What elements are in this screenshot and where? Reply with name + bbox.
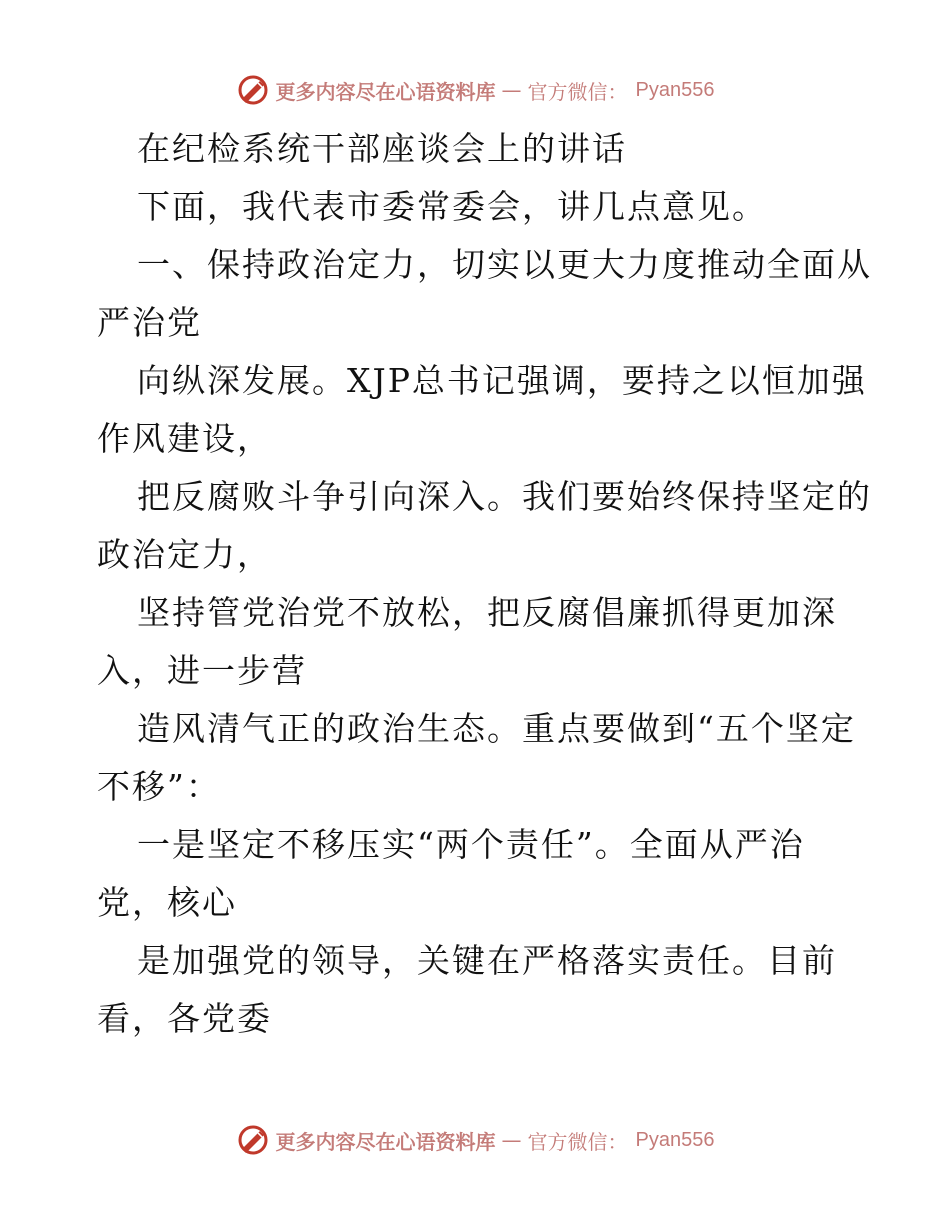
paragraph-line: 把反腐败斗争引向深入。我们要始终保持坚定的 <box>137 477 872 516</box>
paragraph-continuation: 作风建设， <box>97 419 272 458</box>
section-heading-line: 一、保持政治定力，切实以更大力度推动全面从 <box>137 245 872 284</box>
footer-banner <box>0 1120 950 1160</box>
paragraph-continuation: 政治定力， <box>97 535 272 574</box>
paragraph-line: 向纵深发展。XJP总书记强调，要持之以恒加强 <box>137 361 867 400</box>
banner-wechat-id: Pyan556 <box>635 78 715 101</box>
pen-circle-logo-icon <box>236 1123 270 1157</box>
paragraph-line: 一是坚定不移压实“两个责任”。全面从严治 <box>137 825 805 864</box>
document-title: 在纪检系统干部座谈会上的讲话 <box>137 129 627 168</box>
paragraph-line: 坚持管党治党不放松，把反腐倡廉抓得更加深 <box>137 593 837 632</box>
banner-title: 更多内容尽在心语资料库 <box>275 79 496 104</box>
paragraph-line: 是加强党的领导，关键在严格落实责任。目前 <box>137 941 837 980</box>
banner-wechat-label: 官方微信： <box>527 79 628 104</box>
paragraph-continuation: 不移”： <box>97 767 221 806</box>
paragraph-line: 下面，我代表市委常委会，讲几点意见。 <box>137 187 767 226</box>
banner-dash: — <box>501 78 522 102</box>
paragraph-continuation: 党，核心 <box>97 883 237 922</box>
paragraph-continuation: 入，进一步营 <box>97 651 307 690</box>
pen-circle-logo-icon <box>236 73 270 107</box>
banner-dash: — <box>501 1128 522 1152</box>
paragraph-continuation: 看，各党委 <box>97 999 272 1038</box>
paragraph-line: 造风清气正的政治生态。重点要做到“五个坚定 <box>137 709 856 748</box>
document-body <box>97 120 872 1048</box>
banner-title: 更多内容尽在心语资料库 <box>275 1129 496 1154</box>
header-banner <box>0 70 950 110</box>
banner-wechat-label: 官方微信： <box>527 1129 628 1154</box>
banner-wechat-id: Pyan556 <box>635 1128 715 1151</box>
section-heading-continuation: 严治党 <box>97 303 202 342</box>
